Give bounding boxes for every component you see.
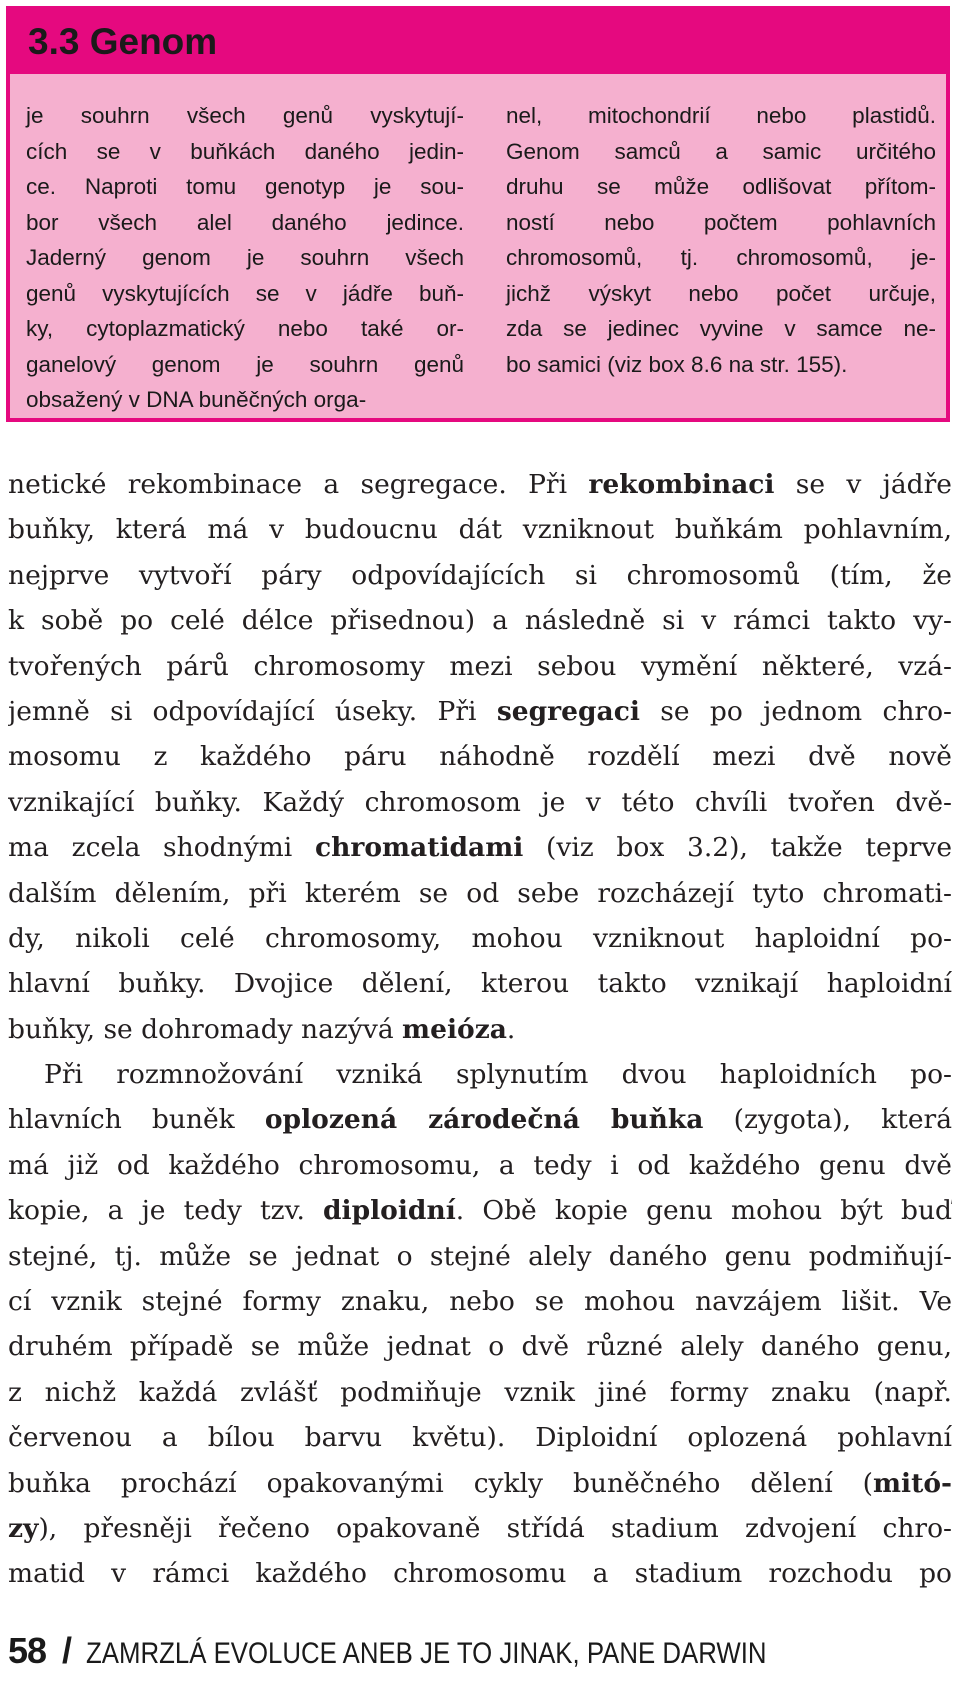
paragraph-line — [8, 1097, 952, 1142]
text-run: cí vznik stejné formy znaku, nebo se mohou navzájem lišit. Ve — [8, 1286, 952, 1318]
text-run: se po jednom chro- — [639, 695, 952, 727]
text-run: jemně si odpovídající úseky. Při — [8, 695, 497, 727]
bold-term: oplozená zárodečná buňka — [264, 1104, 704, 1136]
box-text-line: ce. Naproti tomu genotyp je sou- — [26, 174, 464, 199]
text-run: buňky, která má v budoucnu dát vzniknout buňkám pohlavním, — [8, 514, 952, 546]
box-text-line: druhu se může odlišovat přítom- — [506, 174, 936, 199]
paragraph-line — [8, 1551, 952, 1596]
text-run: hlavní buňky. Dvojice dělení, kterou takto vznikají haploidní — [8, 968, 952, 1000]
text-run: (zygota), která — [703, 1104, 952, 1136]
paragraph-line — [8, 462, 952, 507]
text-run: ma zcela shodnými — [8, 832, 315, 864]
text-run: ), přesněji řečeno opakovaně střídá stadium zdvojení chro- — [38, 1512, 952, 1544]
paragraph-line — [8, 1234, 952, 1279]
box-text-line: ganelový genom je souhrn genů — [26, 351, 464, 377]
text-run: netické rekombinace a segregace. Při — [8, 469, 589, 500]
paragraph-line — [8, 1415, 952, 1460]
text-run: nejprve vytvoří páry odpovídajících si chromosomů (tím, že — [8, 559, 952, 591]
paragraph-line — [8, 1279, 952, 1324]
text-run: druhém případě se může jednat o dvě různé alely daného genu, — [8, 1331, 952, 1363]
box-text-line: bo samici (viz box 8.6 na str. 155). — [506, 351, 848, 377]
paragraph-line — [8, 871, 952, 916]
paragraph-line — [8, 780, 952, 825]
bold-term: zy — [8, 1512, 39, 1544]
paragraph-line — [8, 1007, 952, 1052]
box-text-line: Jaderný genom je souhrn všech — [26, 245, 464, 270]
text-run: . — [506, 1013, 516, 1045]
paragraph-line — [8, 1324, 952, 1369]
text-run: dalším dělením, při kterém se od sebe rozcházejí tyto chromati- — [8, 877, 952, 909]
footer-separator: / — [62, 1630, 73, 1671]
text-run: k sobě po celé délce přisednou) a následně si v rámci takto vy- — [8, 605, 952, 637]
box-text-line: cích se v buňkách daného jedin- — [26, 138, 464, 164]
text-run: Při rozmnožování vzniká splynutím dvou haploidních po- — [44, 1059, 952, 1091]
bold-term: meióza — [402, 1013, 507, 1045]
text-run: z nichž každá zvlášť podmiňuje vznik jiné formy znaku (např. — [8, 1376, 952, 1408]
text-run: červenou a bílou barvu květu). Diploidní oplozená pohlavní — [8, 1422, 952, 1454]
bold-term: chromatidami — [314, 832, 524, 864]
text-run: se v jádře — [774, 469, 952, 500]
box-text-line: chromosomů, tj. chromosomů, je- — [506, 245, 936, 270]
text-run: dy, nikoli celé chromosomy, mohou vzniknout haploidní po- — [8, 922, 952, 954]
paragraph-line — [8, 598, 952, 643]
bold-term: diploidní — [322, 1195, 456, 1227]
box-text-line: Genom samců a samic určitého — [506, 138, 936, 164]
page-footer — [8, 1630, 952, 1680]
text-run: tvořených párů chromosomy mezi sebou vymění některé, vzá- — [8, 650, 952, 682]
box-text-line: bor všech alel daného jedince. — [26, 209, 464, 235]
text-run: mosomu z každého páru náhodně rozdělí mezi dvě nově — [8, 741, 952, 773]
text-run: matid v rámci každého chromosomu a stadium rozchodu po — [8, 1558, 952, 1590]
paragraph-line — [8, 734, 952, 779]
text-run: buňky, se dohromady nazývá — [8, 1013, 403, 1045]
page-number: 58 — [8, 1630, 47, 1671]
book-title: ZAMRZLÁ EVOLUCE ANEB JE TO JINAK, PANE DARWIN — [86, 1637, 767, 1670]
paragraph-line — [8, 689, 952, 734]
paragraph-line — [8, 644, 952, 689]
text-run: hlavních buněk — [8, 1104, 265, 1136]
text-run: buňka prochází opakovanými cykly buněčného dělení ( — [8, 1467, 873, 1499]
box-text-line: ky, cytoplazmatický nebo také or- — [26, 316, 464, 341]
bold-term: mitó- — [872, 1467, 952, 1499]
paragraph-line — [8, 916, 952, 961]
box-text-line: ností nebo počtem pohlavních — [506, 209, 936, 235]
paragraph-line — [8, 1461, 952, 1506]
paragraph-line — [8, 1506, 952, 1551]
text-run: (viz box 3.2), takže teprve — [523, 832, 952, 864]
paragraph-line — [8, 553, 952, 598]
box-text-line: genů vyskytujících se v jádře buň- — [26, 280, 464, 306]
paragraph-line — [8, 961, 952, 1006]
definition-box — [6, 6, 950, 422]
main-text — [8, 462, 952, 1597]
text-run: kopie, a je tedy tzv. — [8, 1195, 323, 1227]
box-column-left — [26, 98, 464, 418]
bold-term: segregaci — [496, 695, 640, 727]
box-title: 3.3 Genom — [10, 10, 946, 74]
paragraph-line — [8, 1143, 952, 1188]
box-column-right — [506, 98, 936, 382]
paragraph-line — [8, 1052, 952, 1097]
paragraph-line — [8, 825, 952, 870]
text-run: stejné, tj. může se jednat o stejné alely daného genu podmiňují- — [8, 1240, 952, 1272]
box-text-line: je souhrn všech genů vyskytují- — [26, 103, 464, 128]
paragraph-line — [8, 1370, 952, 1415]
bold-term: rekombinaci — [588, 469, 775, 500]
box-text-line: obsažený v DNA buněčných orga- — [26, 387, 367, 412]
box-text-line: nel, mitochondrií nebo plastidů. — [506, 103, 936, 128]
text-run: . Obě kopie genu mohou být buď — [455, 1195, 952, 1227]
text-run: má již od každého chromosomu, a tedy i od každého genu dvě — [8, 1149, 952, 1181]
paragraph-line — [8, 507, 952, 552]
box-text-line: jichž výskyt nebo počet určuje, — [506, 280, 936, 306]
box-text-line: zda se jedinec vyvine v samce ne- — [506, 316, 936, 341]
text-run: vznikající buňky. Každý chromosom je v této chvíli tvořen dvě- — [8, 786, 952, 818]
paragraph-line — [8, 1188, 952, 1233]
